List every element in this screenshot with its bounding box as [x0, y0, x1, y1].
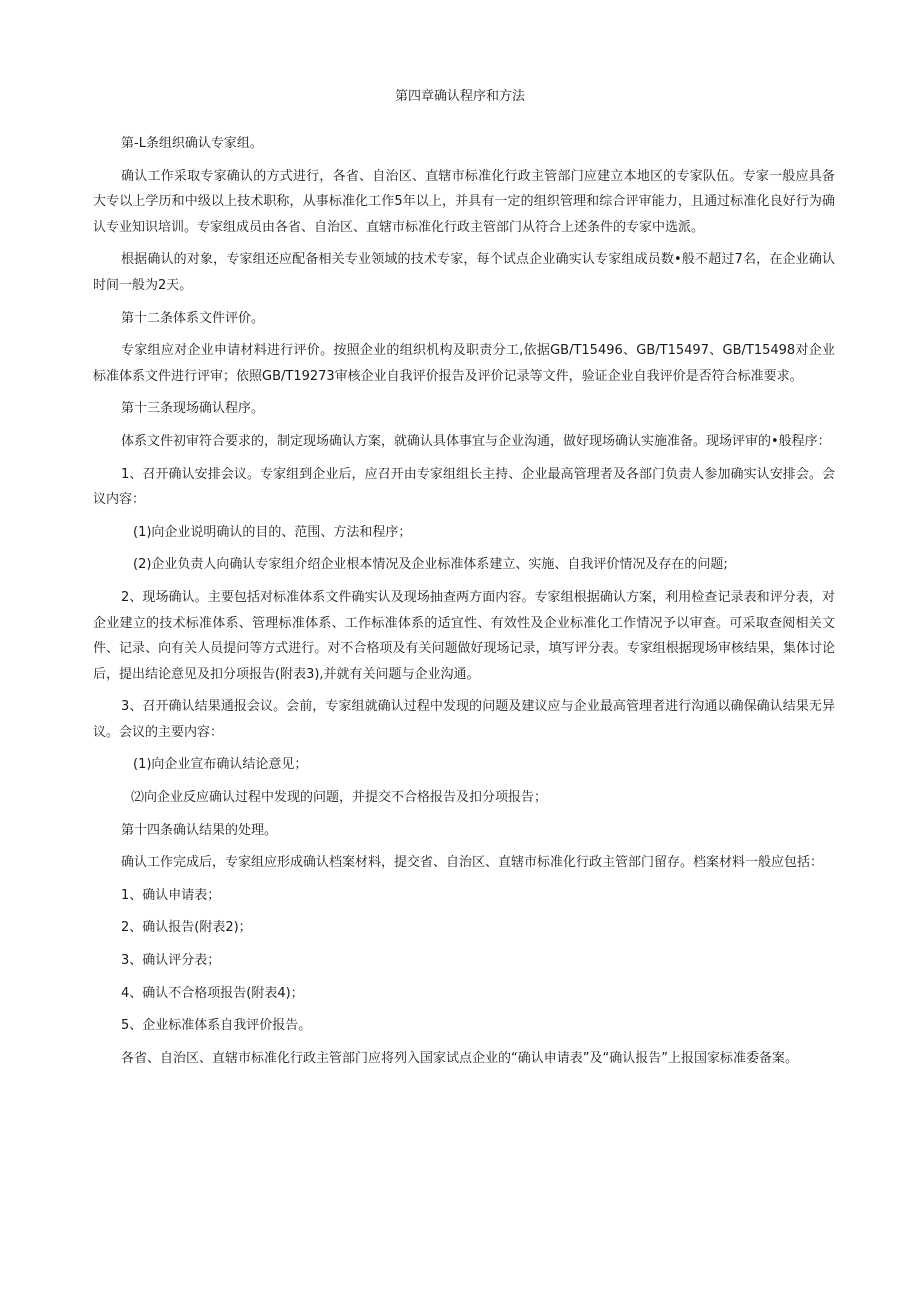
- paragraph: 确认工作完成后，专家组应形成确认档案材料，提交省、自治区、直辖市标准化行政主管部门留存。档案材料一般应包括：: [121, 855, 824, 871]
- article-heading: 第十四条确认结果的处理。: [121, 822, 278, 838]
- article-heading: 第十三条现场确认程序。: [121, 401, 265, 417]
- paragraph: 体系文件初审符合要求的，制定现场确认方案，就确认具体事宜与企业沟通，做好现场确认实施准备。现场评审的•般程序：: [121, 433, 831, 449]
- list-item: 1、确认申请表；: [121, 887, 221, 903]
- paragraph: 专家组应对企业申请材料进行评价。按照企业的组织机构及职责分工,依据GB/T15496、GB/T15497、GB/T15498对企业标准体系文件进行评审；依照GB/T19273审核企业自我评价报告及评价记录等文件，验证企业自我评价是否符合标准要求。: [93, 343, 835, 384]
- sub-list-item: ⑵向企业反应确认过程中发现的问题，并提交不合格报告及扣分项报告；: [131, 790, 548, 806]
- article-heading: 第-L条组织确认专家组。: [121, 136, 263, 151]
- list-item: 3、确认评分表；: [121, 953, 221, 969]
- list-item: 2、确认报告(附表2)；: [121, 920, 252, 936]
- paragraph: 各省、自治区、直辖市标准化行政主管部门应将列入国家试点企业的“确认申请表”及“确认报告”上报国家标准委备案。: [121, 1050, 798, 1066]
- sub-list-item: (1)向企业宣布确认结论意见；: [133, 757, 308, 773]
- list-item: 1、召开确认安排会议。专家组到企业后，应召开由专家组组长主持、企业最高管理者及各部门负责人参加确实认安排会。会议内容：: [93, 466, 835, 508]
- chapter-title: 第四章确认程序和方法: [394, 89, 525, 104]
- list-item: 2、现场确认。主要包括对标准体系文件确实认及现场抽查两方面内容。专家组根据确认方案，利用检查记录表和评分表，对企业建立的技术标准体系、管理标准体系、工作标准体系的适宜性、有效性及企业标准化工作情况予以审查。可采取查阅相关文件、记录、向有关人员提问等方式进行。对不合格项及有关问题做好现场记录，填写评分表。专家组根据现场审核结果，集体讨论后，提出结论意见及扣分项报告(附表3),并就有关问题与企业沟通。: [93, 589, 835, 682]
- list-item: 5、企业标准体系自我评价报告。: [121, 1018, 312, 1034]
- paragraph: 确认工作采取专家确认的方式进行，各省、自治区、直辖市标准化行政主管部门应建立本地区的专家队伍。专家一般应具备大专以上学历和中级以上技术职称，从事标准化工作5年以上，并具有一定的组织管理和综合评审能力，且通过标准化良好行为确认专业知识培训。专家组成员由各省、自治区、直辖市标准化行政主管部门从符合上述条件的专家中选派。: [93, 168, 835, 235]
- paragraph: 根据确认的对象，专家组还应配备相关专业领域的技术专家，每个试点企业确实认专家组成员数•般不超过7名，在企业确认时间一般为2天。: [93, 252, 835, 293]
- list-item: 3、召开确认结果通报会议。会前，专家组就确认过程中发现的问题及建议应与企业最高管理者进行沟通以确保确认结果无异议。会议的主要内容：: [93, 699, 835, 740]
- sub-list-item: (2)企业负责人向确认专家组介绍企业根本情况及企业标准体系建立、实施、自我评价情况及存在的问题;: [133, 557, 728, 573]
- list-item: 4、确认不合格项报告(附表4)；: [121, 985, 304, 1001]
- document-body: [93, 131, 835, 1078]
- article-heading: 第十二条体系文件评价。: [121, 310, 265, 326]
- sub-list-item: (1)向企业说明确认的目的、范围、方法和程序；: [133, 524, 412, 540]
